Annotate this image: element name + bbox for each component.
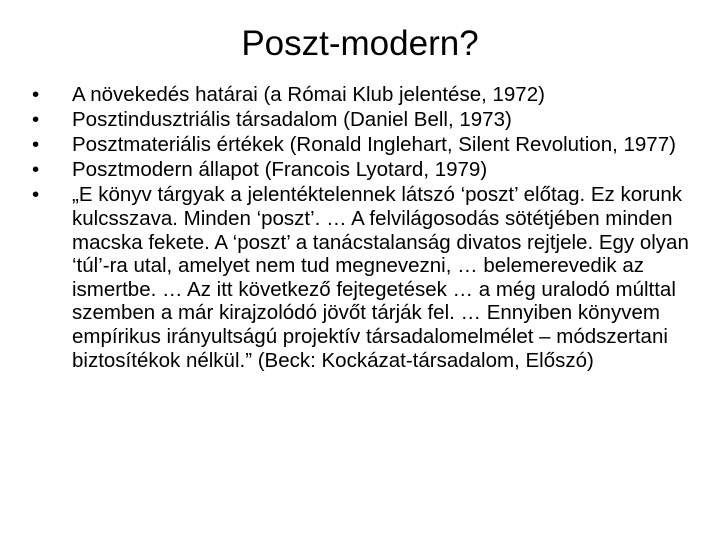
bullet-text: Posztmodern állapot (Francois Lyotard, 1979) — [72, 158, 488, 182]
bullet-dot-icon: • — [32, 158, 40, 182]
bullet-text: Posztmateriális értékek (Ronald Inglehart, Silent Revolution, 1977) — [72, 133, 676, 157]
bullet-text: Posztindusztriális társadalom (Daniel Bell, 1973) — [72, 108, 512, 132]
bullet-item — [32, 183, 712, 372]
bullet-dot-icon: • — [32, 108, 40, 132]
bullet-dot-icon: • — [32, 83, 40, 106]
bullet-dot-icon: • — [32, 133, 40, 157]
bullet-list — [32, 83, 712, 374]
bullet-text: A növekedés határai (a Római Klub jelentése, 1972) — [72, 83, 545, 106]
bullet-item — [32, 83, 712, 107]
bullet-item — [32, 158, 712, 182]
bullet-text: „E könyv tárgyak a jelentéktelennek látszó ‘poszt’ előtag. Ez korunk kulcsszava. Minden ‘poszt’. … A felvilágosodás sötétjében minden macska fekete. A ‘poszt’ a tanácstalanság divatos rejtjele. Egy olyan ‘túl’-ra utal, amelyet nem tud megnevezni, … belemerevedik az ismertbe. … Az itt következő fejtegetések … a még uralodó múlttal szemben a már kirajzolódó jövőt tárják fel. … Ennyiben könyvem empírikus irányultságú projektív társadalomelmélet – módszertani biztosítékok nélkül.” (Beck: Kockázat-társadalom, Előszó) — [72, 183, 689, 372]
slide-title: Poszt-modern? — [241, 24, 479, 63]
bullet-item — [32, 108, 712, 132]
bullet-dot-icon: • — [32, 183, 40, 207]
bullet-item — [32, 133, 712, 157]
